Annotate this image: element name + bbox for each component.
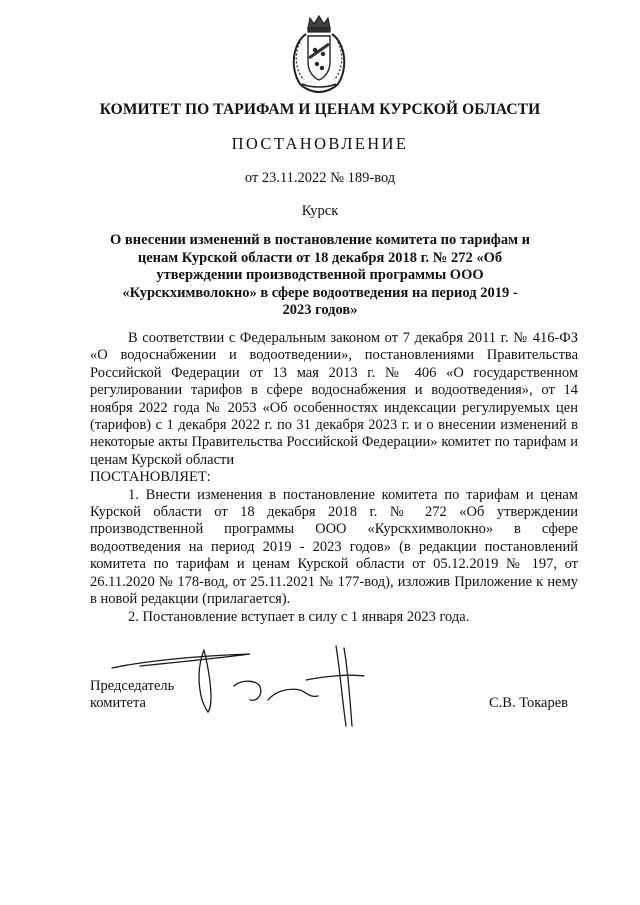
signatory-title-line2: комитета [90,695,146,712]
item-2-paragraph: 2. Постановление вступает в силу с 1 января 2023 года. [128,608,470,625]
preamble-paragraph: В соответствии с Федеральным законом от 7 декабря 2011 г. № 416-ФЗ «О водоснабжении и водоотведении», постановлениями Правительства Российской Федерации от 13 мая 2013 г. № 406 «О государственном регулировании тарифов в сфере водоснабжения и водоотведения», от 14 ноября 2022 года № 2053 «Об особенностях индексации регулируемых цен (тарифов) с 1 декабря 2022 г. по 31 декабря 2023 г. и о внесении изменений в некоторые акты Правительства Российской Федерации» комитет по тарифам и ценам Курской области [90,330,578,468]
signatory-title [90,678,174,713]
coat-of-arms-icon [286,14,352,94]
signatory-name: С.В. Токарев [489,695,569,711]
document-subject: О внесении изменений в постановление комитета по тарифам и ценам Курской области от 18 декабря 2018 г. № 272 «Об утверждении производственной программы ООО «Курскхимволокно» в сфере водоотведения на период 2019 - 2023 годов» [110,232,530,318]
date-number: от 23.11.2022 № 189-вод [244,170,396,186]
signatory-title-line1: Председатель [90,678,175,694]
organization-title: КОМИТЕТ ПО ТАРИФАМ И ЦЕНАМ КУРСКОЙ ОБЛАСТИ [99,101,541,118]
item-1-paragraph: 1. Внести изменения в постановление комитета по тарифам и ценам Курской области от 18 декабря 2018 г. № 272 «Об утверждении производственной программы ООО «Курскхимволокно» в сфере водоотведения на период 2019 - 2023 годов» (в редакции постановлений комитета по тарифам и ценам Курской области от 05.12.2019 № 197, от 26.11.2020 № 178-вод, от 25.11.2021 № 177-вод), изложив Приложение к нему в новой редакции (прилагается). [90,486,578,608]
city: Курск [301,203,339,219]
document-type: ПОСТАНОВЛЕНИЕ [231,134,409,153]
resolves-word: ПОСТАНОВЛЯЕТ: [90,469,211,486]
document-body [90,330,578,626]
